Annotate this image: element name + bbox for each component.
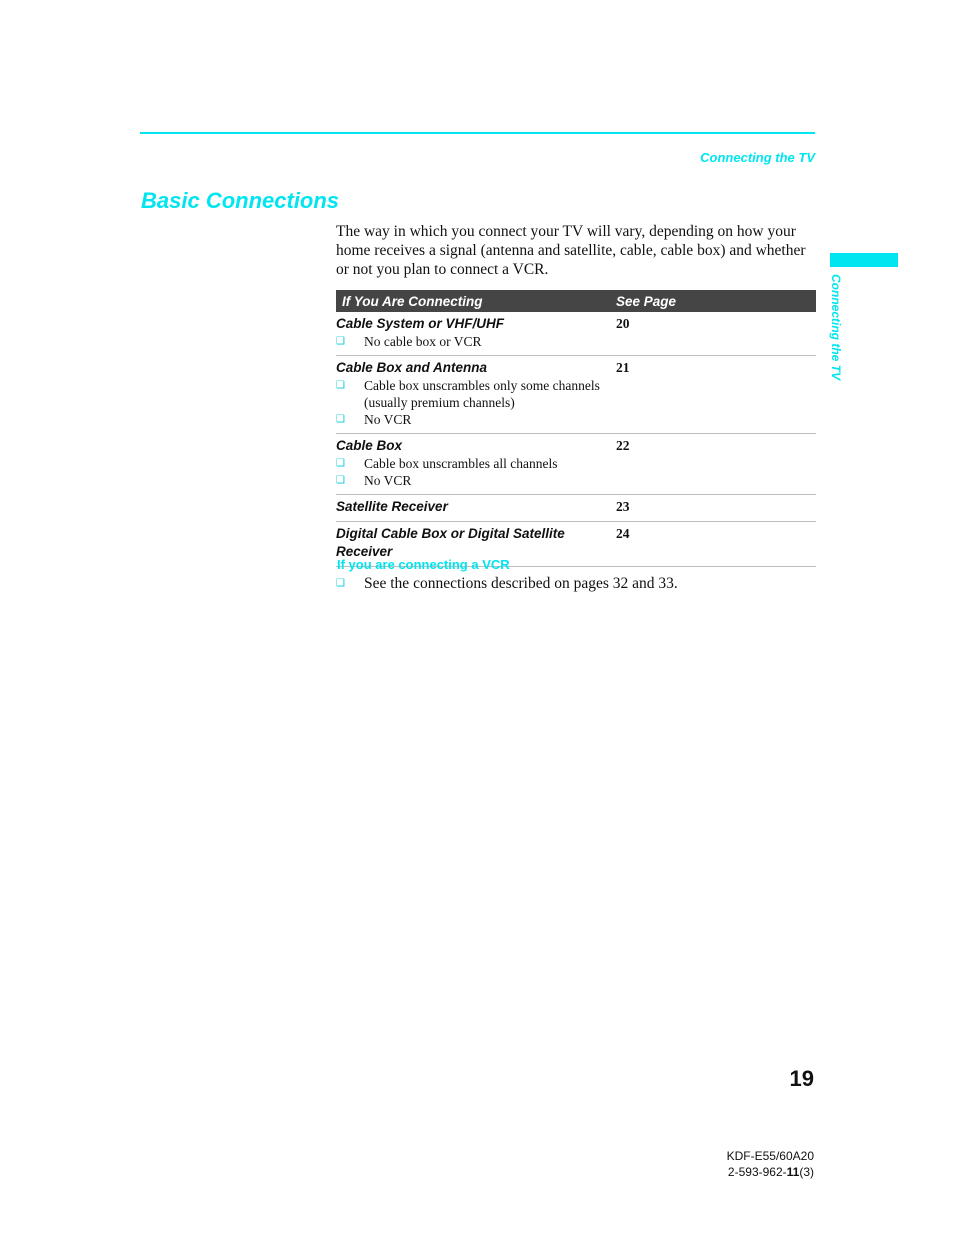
model-info <box>727 1148 814 1180</box>
table-row <box>336 434 816 495</box>
page-ref: 22 <box>616 438 630 453</box>
page-ref: 24 <box>616 526 630 541</box>
checkbox-bullet-icon: ❑ <box>336 336 345 347</box>
header-see-page: See Page <box>616 293 677 309</box>
table-row <box>336 495 816 522</box>
checkbox-bullet-icon: ❑ <box>336 475 345 486</box>
page-ref: 20 <box>616 316 630 331</box>
row-title: Cable Box <box>336 438 403 453</box>
page-ref: 23 <box>616 499 630 514</box>
row-title: Cable System or VHF/UHF <box>336 316 505 331</box>
intro-paragraph: The way in which you connect your TV will vary, depending on how your home receives a signal (antenna and satellite, cable, cable box) and whether or not you plan to connect a VCR. <box>336 223 806 278</box>
header-connecting: If You Are Connecting <box>342 293 483 309</box>
bullet-text: No VCR <box>364 473 412 488</box>
connections-table <box>336 290 816 567</box>
running-head: Connecting the TV <box>700 150 815 165</box>
table-header <box>336 290 816 312</box>
checkbox-bullet-icon: ❑ <box>336 458 345 469</box>
top-rule <box>140 132 815 134</box>
table-row <box>336 312 816 356</box>
side-tab <box>830 253 898 267</box>
vcr-bullet-text: See the connections described on pages 32 and 33. <box>364 575 678 592</box>
list-item <box>336 333 616 350</box>
page-number: 19 <box>789 1066 814 1091</box>
checkbox-bullet-icon: ❑ <box>336 380 345 391</box>
row-title: Satellite Receiver <box>336 499 448 514</box>
row-title: Digital Cable Box or Digital Satellite Receiver <box>336 526 565 559</box>
vcr-heading: If you are connecting a VCR <box>337 557 510 572</box>
list-item <box>336 455 616 472</box>
bullet-text: No VCR <box>364 412 412 427</box>
bullet-text: No cable box or VCR <box>364 334 482 349</box>
vcr-list-item <box>336 574 678 593</box>
checkbox-bullet-icon: ❑ <box>336 414 345 425</box>
section-title: Basic Connections <box>141 188 340 213</box>
row-title: Cable Box and Antenna <box>336 360 488 375</box>
side-label: Connecting the TV <box>829 274 843 380</box>
checkbox-bullet-icon: ❑ <box>336 578 345 589</box>
bullet-text: Cable box unscrambles only some channels (usually premium channels) <box>364 378 600 410</box>
list-item <box>336 377 616 411</box>
model-number: KDF-E55/60A20 <box>726 1149 814 1163</box>
page-ref: 21 <box>616 360 630 375</box>
bullet-text: Cable box unscrambles all channels <box>364 456 558 471</box>
list-item <box>336 411 616 428</box>
part-number: 2-593-962-11(3) <box>727 1165 814 1179</box>
list-item <box>336 472 616 489</box>
table-row <box>336 356 816 434</box>
